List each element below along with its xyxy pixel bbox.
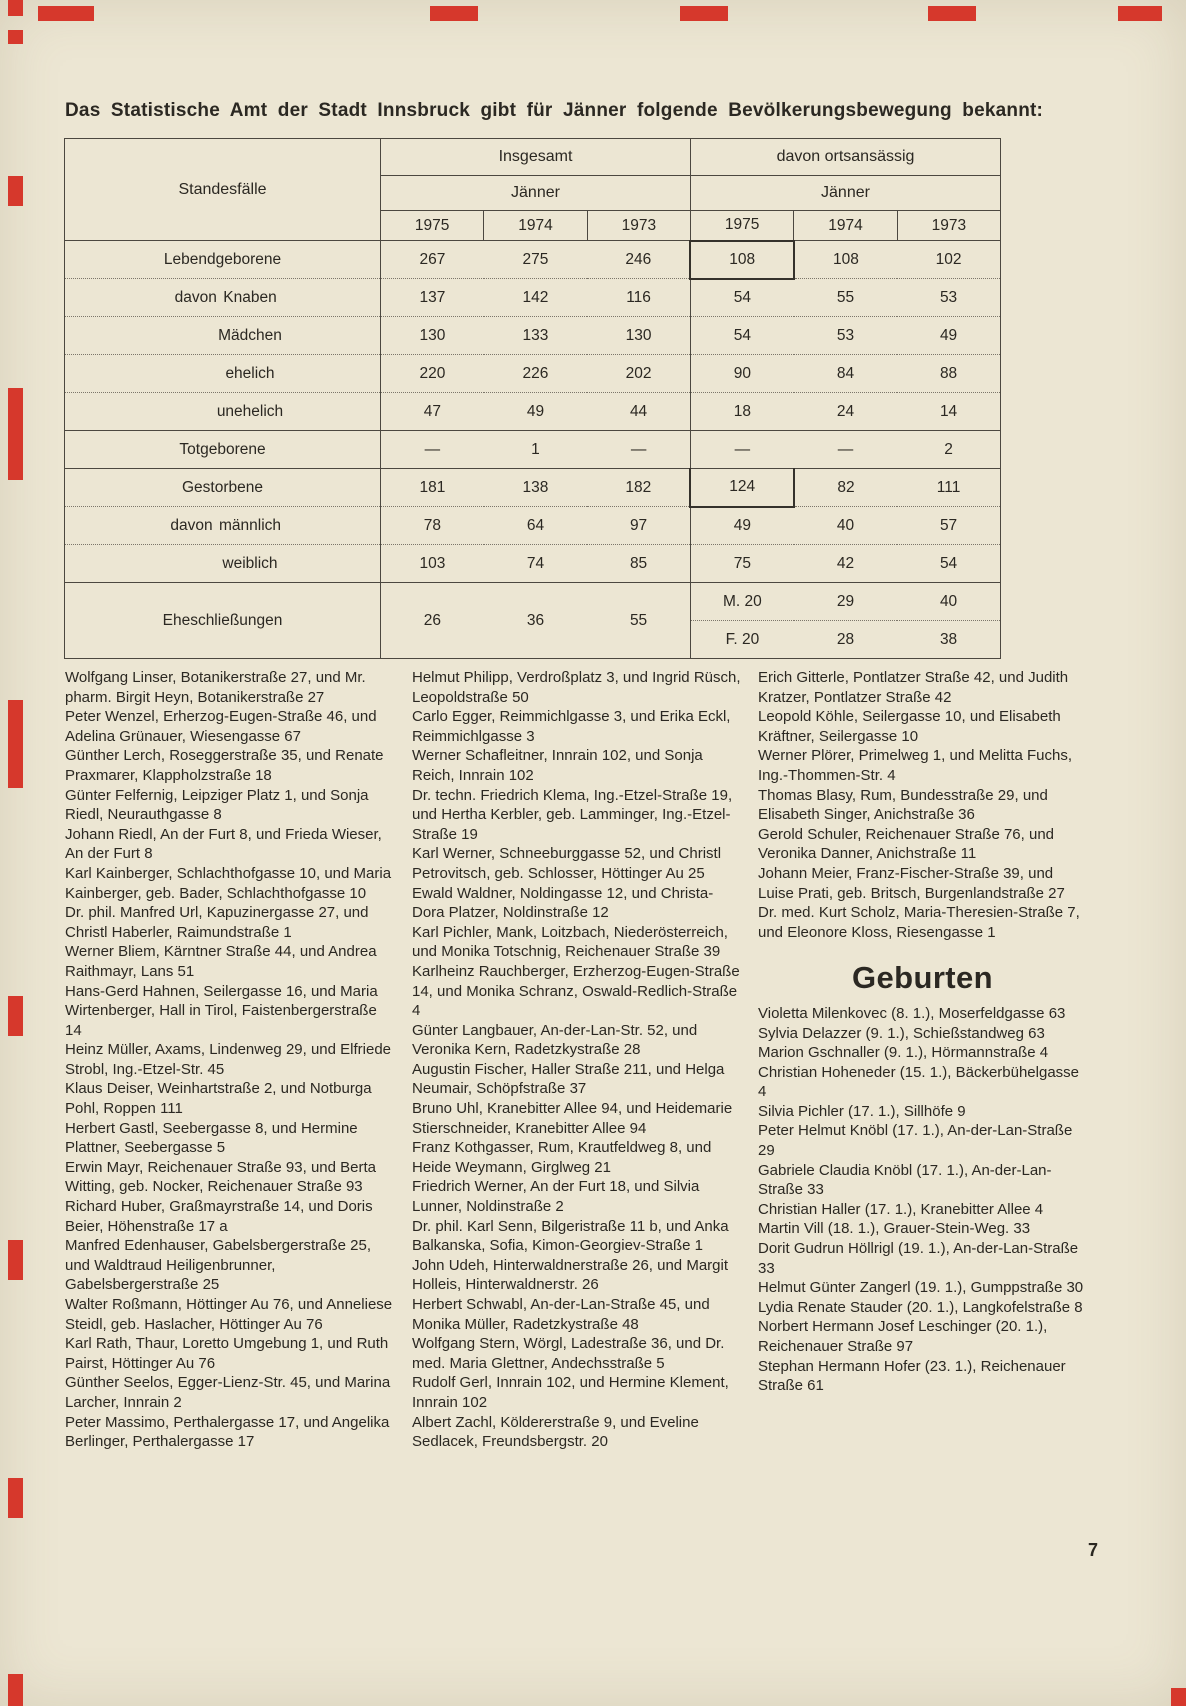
stat-value: — [381, 431, 484, 469]
stat-value: 18 [690, 393, 793, 431]
print-color-mark [8, 388, 23, 480]
stat-value: 130 [381, 317, 484, 355]
row-label-prefix: davon [170, 516, 213, 534]
stat-value: 246 [625, 250, 652, 268]
row-label [65, 279, 381, 317]
marriage-entry: Friedrich Werner, An der Furt 18, und Silvia Lunner, Noldinstraße 2 [412, 1178, 700, 1216]
stat-value: 85 [587, 545, 690, 583]
row-label-text: Totgeborene [179, 440, 266, 458]
print-color-mark [680, 6, 728, 21]
stat-value: 88 [897, 355, 1000, 393]
marriage-entry: Augustin Fischer, Haller Straße 211, und Helga Neumair, Schöpfstraße 37 [412, 1060, 725, 1098]
column-3 [758, 668, 1087, 1396]
stat-value: — [794, 431, 897, 469]
stat-value: 49 [484, 393, 587, 431]
row-label [65, 317, 381, 355]
marriage-entry: Dr. phil. Karl Senn, Bilgeristraße 11 b, und Anka Balkanska, Sofia, Kimon-Georgiev-Straße 1 [412, 1217, 729, 1255]
year-header: 1973 [587, 211, 690, 241]
birth-entry: Helmut Günter Zangerl (19. 1.), Gumppstraße 30 [758, 1279, 1084, 1297]
stat-value: 49 [690, 507, 793, 545]
stat-value: 53 [897, 279, 1000, 317]
marriages-column-1 [65, 668, 394, 1452]
marriage-entry: Leopold Köhle, Seilergasse 10, und Elisabeth Kräftner, Seilergasse 10 [758, 708, 1061, 745]
stat-value: 84 [794, 355, 897, 393]
stats-row [65, 355, 1001, 393]
stat-value: 14 [897, 393, 1000, 431]
stat-value: 202 [587, 355, 690, 393]
stat-value: 75 [690, 545, 793, 583]
stat-value: 97 [587, 507, 690, 545]
birth-entry: Marion Gschnaller (9. 1.), Hörmannstraße 4 [758, 1044, 1049, 1062]
stats-row-marriages [65, 583, 1001, 621]
marriage-entry: Albert Zachl, Köldererstraße 9, und Eveline Sedlacek, Freundsbergstr. 20 [412, 1413, 699, 1451]
marriage-entry: Günter Langbauer, An-der-Lan-Str. 52, und Veronika Kern, Radetzkystraße 28 [412, 1021, 698, 1059]
marriage-entry: Peter Wenzel, Erherzog-Eugen-Straße 46, und Adelina Grünauer, Wiesengasse 67 [65, 708, 377, 745]
stat-value: 55 [794, 279, 897, 317]
birth-entry: Christian Haller (17. 1.), Kranebitter Allee 4 [758, 1200, 1044, 1218]
marriage-entry: Karl Kainberger, Schlachthofgasse 10, und Maria Kainberger, geb. Bader, Schlachthofgasse 10 [65, 864, 392, 902]
marriage-entry: Richard Huber, Graßmayrstraße 14, und Doris Beier, Höhenstraße 17 a [65, 1198, 373, 1235]
marriage-entry: Herbert Schwabl, An-der-Lan-Straße 45, und Monika Müller, Radetzkystraße 48 [412, 1296, 710, 1333]
stat-value: 42 [794, 545, 897, 583]
stat-value: M. 20 [690, 583, 793, 621]
row-label-text: Lebendgeborene [163, 250, 282, 268]
stat-value: — [587, 431, 690, 469]
stat-value: 40 [794, 507, 897, 545]
marriage-entry: Johann Riedl, An der Furt 8, und Frieda Wieser, An der Furt 8 [65, 825, 382, 863]
row-label-prefix: davon [174, 288, 217, 306]
stats-row [65, 317, 1001, 355]
stat-value: 54 [690, 279, 793, 317]
month-header-insgesamt: Jänner [381, 176, 691, 211]
birth-entry: Violetta Milenkovec (8. 1.), Moserfeldgasse 63 [758, 1004, 1066, 1022]
print-color-mark [8, 30, 23, 44]
marriage-entry: Werner Plörer, Primelweg 1, und Melitta Fuchs, Ing.-Thommen-Str. 4 [758, 747, 1073, 784]
row-label-text: ehelich [225, 364, 275, 382]
print-color-mark [430, 6, 478, 21]
row-label-text: Gestorbene [182, 478, 263, 496]
marriage-entry: Dr. techn. Friedrich Klema, Ing.-Etzel-Straße 19, und Hertha Kerbler, geb. Lamminger, Ing.-Etzel-Straße 19 [412, 786, 733, 843]
stat-value: 275 [522, 250, 549, 268]
stat-value: 54 [690, 317, 793, 355]
marriage-entry: Johann Meier, Franz-Fischer-Straße 39, und Luise Prati, geb. Britsch, Burgenlandstraße 27 [758, 864, 1065, 902]
print-color-mark [1118, 6, 1162, 21]
stat-value: 220 [381, 355, 484, 393]
stat-value: 40 [897, 583, 1000, 621]
stats-row [65, 507, 1001, 545]
column-group-insgesamt: Insgesamt [381, 139, 691, 176]
stat-value: 44 [587, 393, 690, 431]
marriage-entry: Erwin Mayr, Reichenauer Straße 93, und Berta Witting, geb. Nocker, Reichenauer Straße 93 [65, 1158, 376, 1196]
marriage-entry: Werner Bliem, Kärntner Straße 44, und Andrea Raithmayr, Lans 51 [65, 943, 377, 980]
marriage-entry: Peter Massimo, Perthalergasse 17, und Angelika Berlinger, Perthalergasse 17 [65, 1413, 390, 1451]
row-label-text: weiblich [222, 554, 278, 572]
print-color-mark [8, 176, 23, 206]
print-color-mark [8, 1674, 23, 1706]
row-label-text: männlich [218, 516, 282, 534]
marriage-entry: Rudolf Gerl, Innrain 102, und Hermine Klement, Innrain 102 [412, 1374, 729, 1411]
stats-table-body [65, 241, 1001, 659]
stat-value: 116 [587, 279, 690, 317]
marriage-entry: Walter Roßmann, Höttinger Au 76, und Anneliese Steidl, geb. Haslacher, Höttinger Au 76 [65, 1296, 393, 1333]
marriage-entry: Wolfgang Stern, Wörgl, Ladestraße 36, und Dr. med. Maria Glettner, Andechsstraße 5 [412, 1335, 725, 1372]
stat-value: 78 [381, 507, 484, 545]
birth-entry: Norbert Hermann Josef Leschinger (20. 1.), Reichenauer Straße 97 [758, 1318, 1048, 1355]
print-color-mark [1171, 1688, 1186, 1706]
year-header: 1975 [690, 211, 793, 241]
marriage-entry: Werner Schafleitner, Innrain 102, und Sonja Reich, Innrain 102 [412, 747, 703, 784]
stat-value: 181 [381, 469, 484, 507]
print-color-mark [928, 6, 976, 21]
print-color-mark [8, 1240, 23, 1280]
stats-row [65, 279, 1001, 317]
stat-value: 124 [690, 469, 793, 507]
stat-value: 82 [794, 469, 897, 507]
stat-value: 54 [897, 545, 1000, 583]
row-label-text: Mädchen [218, 326, 282, 344]
marriage-entry: Bruno Uhl, Kranebitter Allee 94, und Heidemarie Stierschneider, Kranebitter Allee 94 [412, 1100, 733, 1137]
birth-entry: Silvia Pichler (17. 1.), Sillhöfe 9 [758, 1102, 966, 1120]
birth-entry: Christian Hoheneder (15. 1.), Bäckerbühelgasse 4 [758, 1063, 1080, 1101]
marriage-entry: Erich Gitterle, Pontlatzer Straße 42, und Judith Kratzer, Pontlatzer Straße 42 [758, 669, 1069, 706]
print-color-mark [38, 6, 94, 21]
marriage-entry: Carlo Egger, Reimmichlgasse 3, und Erika Eckl, Reimmichlgasse 3 [412, 708, 731, 745]
marriage-entry: Thomas Blasy, Rum, Bundesstraße 29, und Elisabeth Singer, Anichstraße 36 [758, 786, 1048, 824]
stat-value: 137 [381, 279, 484, 317]
stat-value: 1 [484, 431, 587, 469]
row-label [65, 469, 381, 507]
print-color-mark [8, 1478, 23, 1518]
birth-entry: Peter Helmut Knöbl (17. 1.), An-der-Lan-Straße 29 [758, 1122, 1073, 1160]
stat-value: 29 [794, 583, 897, 621]
stat-value: 49 [897, 317, 1000, 355]
stat-value: 182 [587, 469, 690, 507]
births-heading: Geburten [852, 960, 993, 996]
page-number: 7 [1088, 1540, 1099, 1560]
marriage-entry: Wolfgang Linser, Botanikerstraße 27, und Mr. pharm. Birgit Heyn, Botanikerstraße 27 [65, 669, 366, 706]
births-list [758, 1004, 1087, 1396]
birth-entry: Stephan Hermann Hofer (23. 1.), Reichenauer Straße 61 [758, 1357, 1066, 1395]
stat-value: 111 [897, 469, 1000, 507]
row-label [65, 583, 381, 659]
marriages-column-2 [412, 668, 741, 1452]
stat-value: 47 [381, 393, 484, 431]
year-header: 1974 [794, 211, 897, 241]
birth-entry: Dorit Gudrun Höllrigl (19. 1.), An-der-Lan-Straße 33 [758, 1240, 1079, 1277]
stat-value: — [690, 431, 793, 469]
marriage-entry: John Udeh, Hinterwaldnerstraße 26, und Margit Holleis, Hinterwaldnerstr. 26 [412, 1256, 728, 1294]
year-header: 1975 [381, 211, 484, 241]
stat-value: 28 [794, 621, 897, 659]
stat-value: 90 [690, 355, 793, 393]
row-label [65, 355, 381, 393]
marriages-column-3 [758, 668, 1087, 942]
stat-value: 57 [897, 507, 1000, 545]
birth-entry: Lydia Renate Stauder (20. 1.), Langkofelstraße 8 [758, 1298, 1083, 1316]
stat-value: 108 [833, 250, 859, 268]
marriage-entry: Manfred Edenhauser, Gabelsbergerstraße 25, und Waldtraud Heiligenbrunner, Gabelsbergerstraße 25 [65, 1237, 372, 1294]
stat-value: 103 [381, 545, 484, 583]
stat-value: 142 [484, 279, 587, 317]
marriage-entry: Karl Rath, Thaur, Loretto Umgebung 1, und Ruth Pairst, Höttinger Au 76 [65, 1335, 389, 1372]
stat-value: 38 [897, 621, 1000, 659]
marriage-entry: Karl Pichler, Mank, Loitzbach, Niederösterreich, und Monika Totschnig, Reichenauer Straße 39 [412, 923, 728, 961]
marriage-entry: Dr. phil. Manfred Url, Kapuzinergasse 27, und Christl Haberler, Raimundstraße 1 [65, 904, 369, 941]
stat-value: 108 [690, 241, 793, 279]
stats-row [65, 431, 1001, 469]
marriage-entry: Dr. med. Kurt Scholz, Maria-Theresien-Straße 7, und Eleonore Kloss, Riesengasse 1 [758, 904, 1080, 941]
row-label [65, 431, 381, 469]
marriage-entry: Ewald Waldner, Noldingasse 12, und Christa-Dora Platzer, Noldinstraße 12 [412, 884, 714, 922]
marriage-entry: Gerold Schuler, Reichenauer Straße 76, und Veronika Danner, Anichstraße 11 [758, 825, 1055, 863]
marriage-entry: Klaus Deiser, Weinhartstraße 2, und Notburga Pohl, Roppen 111 [65, 1080, 372, 1118]
stat-value: 267 [381, 241, 484, 279]
stat-value: 130 [587, 317, 690, 355]
birth-entry: Sylvia Delazzer (9. 1.), Schießstandweg 63 [758, 1024, 1045, 1042]
birth-entry: Martin Vill (18. 1.), Grauer-Stein-Weg. 33 [758, 1220, 1031, 1238]
stat-value: 64 [484, 507, 587, 545]
stat-value: 2 [897, 431, 1000, 469]
table-group-header-row [65, 139, 1001, 176]
marriage-entry: Karl Werner, Schneeburggasse 52, und Christl Petrovitsch, geb. Schlosser, Höttinger Au 25 [412, 845, 722, 882]
stat-value: 26 [381, 583, 484, 659]
stats-row [65, 545, 1001, 583]
stat-value: 138 [484, 469, 587, 507]
row-label [65, 507, 381, 545]
marriage-entry: Franz Kothgasser, Rum, Krautfeldweg 8, und Heide Weymann, Girglweg 21 [412, 1139, 712, 1176]
stat-value: 53 [794, 317, 897, 355]
marriage-entry: Günther Lerch, Roseggerstraße 35, und Renate Praxmarer, Klappholzstraße 18 [65, 747, 384, 784]
month-header-ortsansaessig: Jänner [690, 176, 1000, 211]
marriage-entry: Helmut Philipp, Verdroßplatz 3, und Ingrid Rüsch, Leopoldstraße 50 [412, 669, 741, 706]
stat-value: 24 [794, 393, 897, 431]
marriage-entry: Herbert Gastl, Seebergasse 8, und Hermine Plattner, Seebergasse 5 [65, 1119, 358, 1157]
stat-value: 36 [484, 583, 587, 659]
stat-value: 102 [935, 250, 962, 268]
birth-entry: Gabriele Claudia Knöbl (17. 1.), An-der-Lan-Straße 33 [758, 1161, 1052, 1199]
stat-value: 55 [587, 583, 690, 659]
marriage-entry: Heinz Müller, Axams, Lindenweg 29, und Elfriede Strobl, Ing.-Etzel-Str. 45 [65, 1041, 392, 1078]
stat-value: 133 [484, 317, 587, 355]
row-label [65, 393, 381, 431]
column-header-standesfaelle: Standesfälle [65, 139, 381, 241]
column-group-ortsansaessig: davon ortsansässig [690, 139, 1000, 176]
row-label-text: unehelich [216, 402, 284, 420]
stats-row [65, 469, 1001, 507]
row-label-text: Eheschließungen [162, 611, 283, 629]
marriage-entry: Günther Seelos, Egger-Lienz-Str. 45, und Marina Larcher, Innrain 2 [65, 1374, 391, 1411]
marriage-entry: Günter Felfernig, Leipziger Platz 1, und Sonja Riedl, Neurauthgasse 8 [65, 786, 369, 824]
marriage-entry: Karlheinz Rauchberger, Erzherzog-Eugen-Straße 14, und Monika Schranz, Oswald-Redlich-Straße 4 [412, 962, 740, 1020]
year-header: 1973 [897, 211, 1000, 241]
stat-value: 226 [484, 355, 587, 393]
print-color-mark [8, 700, 23, 788]
page-title: Das Statistische Amt der Stadt Innsbruck gibt für Jänner folgende Bevölkerungsbewegung bekannt: [65, 100, 1044, 121]
row-label-text: Knaben [223, 288, 277, 306]
marriage-entry: Hans-Gerd Hahnen, Seilergasse 16, und Maria Wirtenberger, Hall in Tirol, Faistenbergerstraße 14 [65, 982, 378, 1039]
population-statistics-table [64, 138, 1001, 659]
row-label [65, 241, 381, 279]
print-color-mark [8, 996, 23, 1036]
stat-value: F. 20 [690, 621, 793, 659]
stats-row [65, 393, 1001, 431]
row-label [65, 545, 381, 583]
print-color-mark [8, 0, 23, 16]
stat-value: 74 [484, 545, 587, 583]
stats-row [65, 241, 1001, 279]
year-header: 1974 [484, 211, 587, 241]
